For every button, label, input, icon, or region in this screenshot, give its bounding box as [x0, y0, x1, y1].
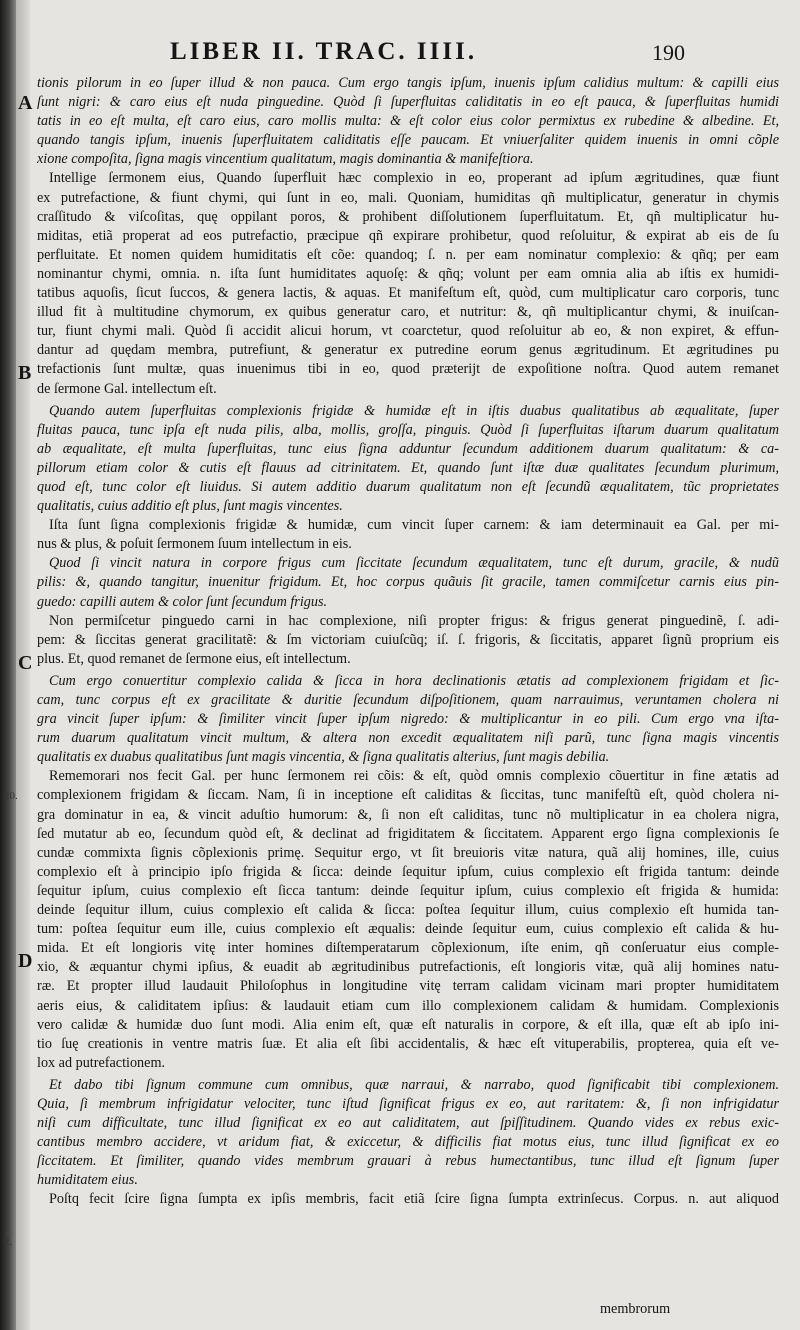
- text-line: cam, tunc corpus eſt ex gracilitate & duritie ſecundum diſpoſitionem, quam narrauimus, veruntamen cholera ni: [37, 692, 779, 708]
- text-line: Quando autem ſuperfluitas complexionis frigidæ & humidæ eſt in iſtis duabus qualitatibus ab æqualitate, ſuper: [49, 402, 779, 419]
- text-line: Rememorari nos fecit Gal. per hunc ſermonem rei cõis: & eſt, quòd omnis complexio cõuertitur in fine ætatis ad: [49, 768, 779, 785]
- text-block: [37, 74, 779, 1210]
- text-line: tatis in eo eſt multa, eſt caro eius, caro mollis multa: & eſt color eius color permixtus ex rubedine & albedine. Et,: [37, 113, 779, 130]
- text-line: rum duarum qualitatum vincit multum, & altera non excedit æqualitatem niſi parũ, tunc ſigna magis vincentis: [37, 730, 779, 747]
- text-line: gra vincit ſuper ipſum: & ſimiliter vincit ſuper ipſum nigredo: & multiplicantur in eo pili. Cum ergo vna iſta-: [37, 711, 779, 728]
- text-line: pem: & ſiccitas generat gracilitatẽ: & ſm victoriam cuiuſcũq; iſ. ſ. frigoris, & ſiccitatis, apparet ſignũ proprium eis: [37, 631, 779, 648]
- text-line: guedo: capilli autem & color ſunt ſecundum frigus.: [37, 593, 328, 610]
- text-line: miditas, etiã properat ad eos putrefactio, præcipue qñ expirare prohibetur, quod reſoluitur, & expirat ab eis de ſu: [37, 227, 779, 244]
- text-line: complexio eſt à principio ipſo frigida & ſicca: deinde ſequitur ipſum, cuius complexio eſt frigida tantum: deinde: [37, 863, 779, 880]
- running-title: LIBER II. TRAC. IIII.: [170, 38, 478, 65]
- text-line: perfluitate. Et nomen quidem humiditatis eſt cõe: quandoq; ſ. n. per eam nominatur complexio: & qñq; per eam: [37, 246, 779, 263]
- text-line: Quod ſi vincit natura in corpore frigus cum ſiccitate ſecundum æqualitatem, tunc eſt durum, gracile, & nudũ: [49, 555, 779, 572]
- text-line: Non permiſcetur pinguedo carni in hac complexione, niſi propter frigus: & frigus generat pinguedinẽ, ſ. adi-: [49, 612, 779, 629]
- text-line: nominantur chymi, omnia. n. iſta ſunt humiditates aquoſę: & qñq; volunt per eam omnia alia ab iſtis ex humidi-: [37, 265, 779, 282]
- text-line: gra dominatur in ea, & vincit aduſtio humorum: &, ſi non eſt caliditas, tunc nõ multiplicatur in ea cholera nigra,: [37, 806, 779, 823]
- text-line: plus. Et, quod remanet de ſermone eius, eſt intellectum.: [37, 650, 351, 667]
- text-line: nus & plus, & poſuit ſermonem ſuum intellectum in eis.: [37, 536, 352, 553]
- margin-note: 20.: [4, 790, 18, 802]
- text-line: deinde ſequitur illum, cuius complexio eſt calida & ſicca: poſtea ſequitur illum, cuius complexio eſt humida tan-: [37, 902, 779, 919]
- text-line: ſunt nigri: & caro eius eſt nuda pinguedine. Quòd ſi ſuperfluitas caliditatis in eo eſt pauca, & ſuperfluitas humidi: [37, 94, 779, 111]
- text-line: Poſtq fecit ſcire ſigna ſumpta ex ipſis membris, facit etiã ſcire ſigna ſumpta extrinſecus. Corpus. n. aut aliquod: [49, 1191, 779, 1208]
- page-edge-shadow: [0, 0, 16, 1330]
- margin-note: 2.: [4, 1236, 13, 1248]
- text-line: craſſitudo & viſcoſitas, quę oppilant poros, & prohibent diſſolutionem ſuperfluitatum. Et, qñ multiplicatur hu-: [37, 208, 779, 225]
- text-line: Cum ergo conuertitur complexio calida & ſicca in hora declinationis ætatis ad complexionem frigidam et ſic-: [49, 672, 779, 689]
- text-line: cantibus membro accidere, vt aridum fiat, & exiccetur, & difficilis fiat motus eius, tunc illud ſignificat ex eo: [37, 1134, 779, 1151]
- text-line: de ſermone Gal. intellectum eſt.: [37, 380, 217, 397]
- text-line: ab æqualitate, eſt multa ſuperfluitas, tunc eius ſigna adduntur ſecundum additionem duarum qualitatum: & ca-: [37, 440, 779, 457]
- text-line: pilis: &, quando tangitur, inuenitur frigidum. Et, hoc corpus quãuis ſit gracile, tamen commiſcetur carnis eius pin-: [37, 574, 779, 591]
- text-line: fluitas pauca, tunc ipſa eſt nuda pilis, alba, mollis, groſſa, pinguis. Quòd ſi ſuperfluitas iſtarum duarum qualitatum: [37, 421, 779, 438]
- text-line: dantur ad quędam membra, putrefiunt, & generatur ex putredine eorum genus ægritudinum. Et ægritudines pu: [37, 342, 779, 359]
- text-line: tur, fiunt chymi mali. Quòd ſi accidit alicui horum, vt coarctetur, quod reſoluitur ab eo, & non expiret, & effun-: [37, 323, 779, 340]
- text-line: Quia, ſi membrum infrigidatur velociter, tunc iſtud ſignificat frigus ex eo, aut raritatem: &, ſi non infrigidatur: [37, 1095, 779, 1112]
- text-line: mida. Et eſt longioris vitę inter homines diſtemperatarum cõplexionum, iſte enim, qñ conſeruatur eius comple-: [37, 940, 779, 957]
- margin-letter-c: C: [18, 652, 33, 674]
- text-line: Et dabo tibi ſignum commune cum omnibus, quæ narraui, & narrabo, quod ſignificabit tibi complexionem.: [49, 1076, 779, 1093]
- text-line: tionis pilorum in eo ſuper illud & non pauca. Cum ergo tangis ipſum, inuenis ipſum calidius multum: & capilli eius: [37, 75, 779, 91]
- text-line: trefactionis ſunt multæ, quas inuenimus tibi in eo, quod præterijt de expoſitione noſtra. Quod autem remanet: [37, 361, 779, 378]
- margin-letter-a: A: [18, 92, 33, 114]
- text-line: Intellige ſermonem eius, Quando ſuperfluit hæc complexio in eo, properant ad ipſum ægritudines, quæ fiunt: [49, 170, 779, 187]
- margin-letter-b: B: [18, 362, 32, 384]
- folio-number: 190: [652, 40, 685, 65]
- text-line: aeris eius, & caliditatem ipſius: & laudauit etiam cum illo complexionem calidam & humidam. Complexionis: [37, 997, 779, 1014]
- text-line: ræ. Et propter illud laudauit Philoſophus in longitudine vitę terram calidam vicinam mari propter humiditatem: [37, 978, 779, 995]
- text-line: cundæ commixta ſignis cõplexionis primę. Sequitur ergo, vt ſit breuioris vitæ natura, quã alij homines, ille, cuius: [37, 844, 779, 861]
- text-line: xio, & æquantur chymi ipſius, & euadit ab ægritudinibus putrefactionis, eſt longioris vitæ, quã alij homines natu-: [37, 959, 779, 976]
- text-line: Iſta ſunt ſigna complexionis frigidæ & humidæ, cum vincit ſuper carnem: & iam determinauit ea Gal. per mi-: [49, 517, 779, 534]
- text-line: niſi cum difficultate, tunc illud ſignificat ex eo aut caliditatem, aut ſpiſſitudinem. Quando vides ex rebus exic-: [37, 1115, 779, 1132]
- margin-letter-d: D: [18, 950, 33, 972]
- text-line: vero calidæ & humidæ duo ſunt modi. Alia enim eſt, quæ eſt naturalis in corpore, & eſt illa, quæ eſt ab ipſo ini-: [37, 1016, 779, 1033]
- text-line: ſiccitatem. Et ſimiliter, quando vides membrum grauari à rebus humectantibus, tunc illud eſt ſignum ſuper: [37, 1153, 779, 1170]
- text-line: ex putrefactione, & fiunt chymi, qui ſunt in eo, mali. Quoniam, humiditas qñ multiplicatur, generatur in chymis: [37, 189, 779, 206]
- text-line: tum: poſtea ſequitur eum ille, cuius complexio eſt æqualis: deinde ſequitur eum, cuius complexio eſt calida & hu-: [37, 921, 779, 938]
- text-line: quod eſt, tunc color eſt liuidus. Si autem additio duarum qualitatum non eſt ſecundũ æqualitatem, tũc proprietates: [37, 478, 779, 495]
- text-line: quando tangis ipſum, inuenis ſuperfluitatem caliditatis eſſe paucam. Et vniuerſaliter quidem inuenis in omni cõple: [37, 132, 779, 149]
- text-line: xione compoſita, ſigna magis vincentium qualitatum, magis dominantia & manifeſtiora.: [37, 151, 534, 168]
- text-line: pillorum etiam color & cutis eſt flauus ad citrinitatem. Et, quando ſunt iſtæ duæ qualitates ſecundum plurimum,: [37, 459, 779, 476]
- text-line: qualitatis, cuius additio eſt plus, ſunt magis vincentes.: [37, 498, 343, 515]
- catchword: membrorum: [600, 1301, 671, 1317]
- text-line: complexionem frigidam & ſiccam. Nam, ſi in inceptione eſt caliditas & ſiccitas, tunc manifeſtũ eſt, quòd cholera ni-: [37, 787, 779, 804]
- text-line: lox ad putrefactionem.: [37, 1054, 166, 1071]
- text-line: tio ſuę creationis in ventre matris ſuæ. Et alia eſt ſibi accidentalis, & hæc eſt vituperabilis, propterea, quia eſt ve-: [37, 1035, 779, 1052]
- text-line: tatibus aquoſis, ſicut ſuccos, & genera lactis, & aquas. Et manifeſtum eſt, quòd, cum multiplicatur caro corporis, tunc: [37, 285, 779, 302]
- text-line: qualitatis ex duabus qualitatibus ſunt magis vincentia, & ſigna qualitatis alterius, ſunt magis debilia.: [37, 749, 610, 766]
- text-line: ſequitur ipſum, cuius complexio eſt ſicca tantum: deinde ſequitur ipſum, cuius complexio eſt frigida & humida:: [37, 882, 779, 899]
- text-line: humiditatem eius.: [37, 1172, 138, 1189]
- text-line: illud fit à multitudine chymorum, ex quibus generatur caro, et nutritur: &, qñ multiplicantur chymi, & inuiſcan-: [37, 304, 779, 321]
- text-line: ſed mutatur ab eo, ſecundum quòd eſt, & declinat ad frigiditatem & ſiccitatem. Apparent ergo ſigna complexionis ſe: [37, 825, 779, 842]
